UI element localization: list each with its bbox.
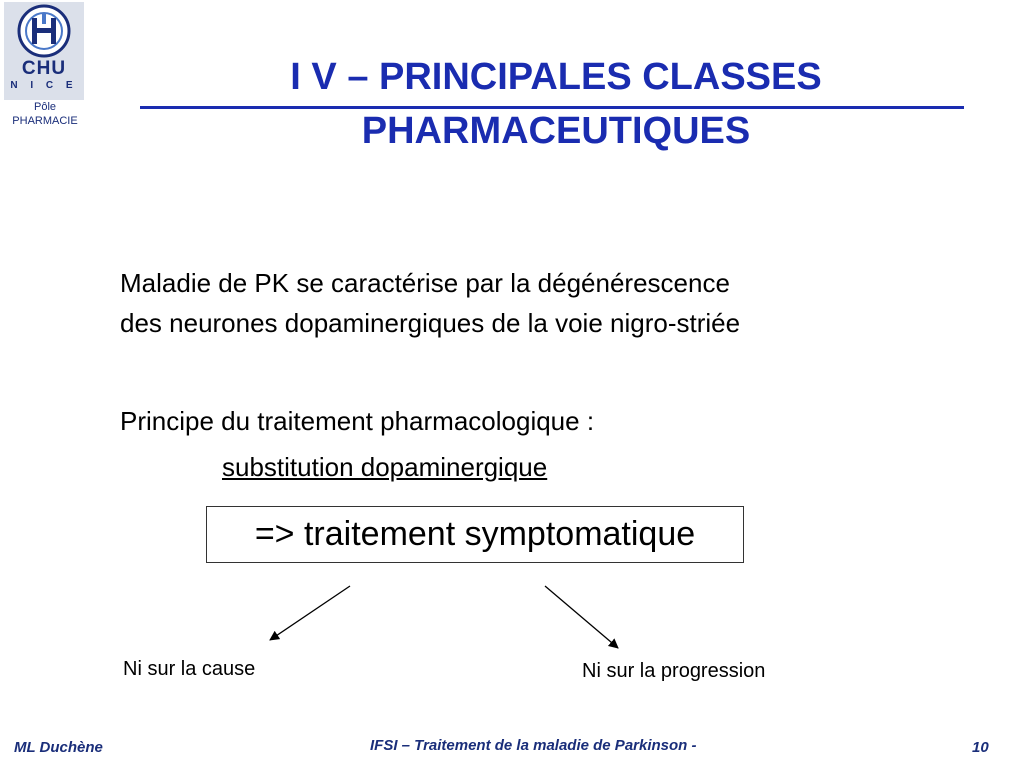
symptomatic-treatment-box: => traitement symptomatique xyxy=(206,506,744,563)
slide-title-line1: I V – PRINCIPALES CLASSES xyxy=(290,56,822,98)
arrow-right xyxy=(545,586,618,648)
logo-city: N I C E xyxy=(10,80,78,91)
paragraph-disease-line2: des neurones dopaminergiques de la voie nigro-striée xyxy=(120,308,741,338)
principle-substitution: substitution dopaminergique xyxy=(222,452,548,482)
arrow-left xyxy=(270,586,350,640)
footer-course-title: IFSI – Traitement de la maladie de Parkinson - xyxy=(370,737,697,754)
paragraph-principle: Principe du traitement pharmacologique : xyxy=(120,406,595,436)
footer-author: ML Duchène xyxy=(14,739,103,756)
logo-brand: CHU xyxy=(21,58,67,79)
branch-not-progression: Ni sur la progression xyxy=(582,660,766,682)
slide-title-line2: PHARMACEUTIQUES xyxy=(361,110,751,152)
footer-page-number: 10 xyxy=(972,739,989,756)
pole-line1: Pôle xyxy=(33,101,57,113)
paragraph-disease-line1: Maladie de PK se caractérise par la dégénérescence xyxy=(120,268,730,298)
pole-line2: PHARMACIE xyxy=(12,114,78,127)
branch-not-cause: Ni sur la cause xyxy=(123,658,256,680)
